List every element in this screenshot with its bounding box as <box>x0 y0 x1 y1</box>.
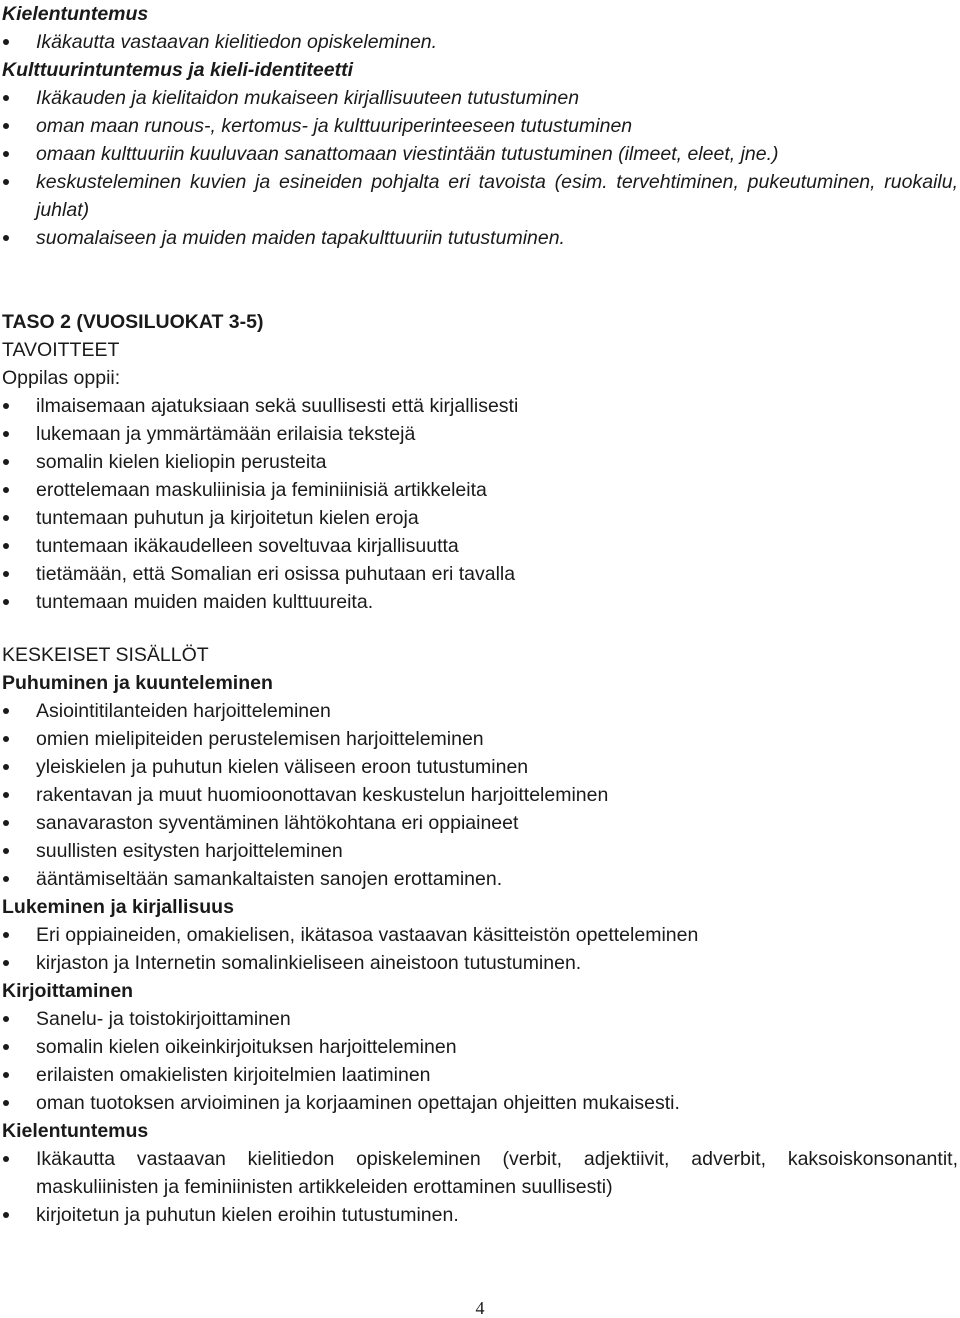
list-item: kirjoitetun ja puhutun kielen eroihin tutustuminen. <box>2 1201 958 1229</box>
list-item: rakentavan ja muut huomioonottavan keskustelun harjoitteleminen <box>2 781 958 809</box>
page-number: 4 <box>475 1298 485 1318</box>
bullet-list <box>2 921 958 977</box>
list-item: sanavaraston syventäminen lähtökohtana eri oppiaineet <box>2 809 958 837</box>
list-item: tuntemaan muiden maiden kulttuureita. <box>2 588 958 616</box>
bullet-list <box>2 392 958 616</box>
section-language-knowledge <box>2 0 958 56</box>
list-item: ääntämiseltään samankaltaisten sanojen erottaminen. <box>2 865 958 893</box>
list-item: Eri oppiaineiden, omakielisen, ikätasoa vastaavan käsitteistön opetteleminen <box>2 921 958 949</box>
list-item: lukemaan ja ymmärtämään erilaisia tekstejä <box>2 420 958 448</box>
section-heading: Kielentuntemus <box>2 3 149 25</box>
document-page <box>2 0 958 1229</box>
subsection-heading: Puhuminen ja kuunteleminen <box>2 672 273 694</box>
list-item: kirjaston ja Internetin somalinkieliseen aineistoon tutustuminen. <box>2 949 958 977</box>
level-title: TASO 2 (VUOSILUOKAT 3-5) <box>2 311 264 333</box>
list-item: suullisten esitysten harjoitteleminen <box>2 837 958 865</box>
contents-heading: KESKEISET SISÄLLÖT <box>2 644 209 666</box>
bullet-list <box>2 84 958 252</box>
list-item: yleiskielen ja puhutun kielen väliseen eroon tutustuminen <box>2 753 958 781</box>
list-item: oman maan runous-, kertomus- ja kulttuuriperinteeseen tutustuminen <box>2 112 958 140</box>
bullet-list <box>2 1005 958 1117</box>
list-item: ilmaisemaan ajatuksiaan sekä suullisesti että kirjallisesti <box>2 392 958 420</box>
list-item: erilaisten omakielisten kirjoitelmien laatiminen <box>2 1061 958 1089</box>
list-item: tuntemaan puhutun ja kirjoitetun kielen eroja <box>2 504 958 532</box>
list-item: somalin kielen oikeinkirjoituksen harjoitteleminen <box>2 1033 958 1061</box>
list-item: tuntemaan ikäkaudelleen soveltuvaa kirjallisuutta <box>2 532 958 560</box>
list-item: Ikäkautta vastaavan kielitiedon opiskeleminen. <box>2 28 958 56</box>
list-item: omaan kulttuuriin kuuluvaan sanattomaan viestintään tutustuminen (ilmeet, eleet, jne.) <box>2 140 958 168</box>
section-culture-identity <box>2 56 958 252</box>
goals-heading: TAVOITTEET <box>2 339 120 361</box>
section-level-2 <box>2 308 958 616</box>
list-item: Sanelu- ja toistokirjoittaminen <box>2 1005 958 1033</box>
subsection-heading: Kirjoittaminen <box>2 980 134 1002</box>
list-item: Ikäkauden ja kielitaidon mukaiseen kirjallisuuteen tutustuminen <box>2 84 958 112</box>
subsection-heading: Kielentuntemus <box>2 1120 149 1142</box>
bullet-list <box>2 697 958 893</box>
goals-intro: Oppilas oppii: <box>2 367 121 389</box>
list-item: Asiointitilanteiden harjoitteleminen <box>2 697 958 725</box>
section-key-contents <box>2 641 958 1229</box>
subsection-heading: Lukeminen ja kirjallisuus <box>2 896 234 918</box>
list-item: erottelemaan maskuliinisia ja feminiinisiä artikkeleita <box>2 476 958 504</box>
list-item: suomalaiseen ja muiden maiden tapakulttuuriin tutustuminen. <box>2 224 958 252</box>
list-item: tietämään, että Somalian eri osissa puhutaan eri tavalla <box>2 560 958 588</box>
list-item: keskusteleminen kuvien ja esineiden pohjalta eri tavoista (esim. tervehtiminen, pukeutuminen, ruokailu, juhlat) <box>2 168 958 224</box>
section-heading: Kulttuurintuntemus ja kieli-identiteetti <box>2 59 354 81</box>
list-item: omien mielipiteiden perustelemisen harjoitteleminen <box>2 725 958 753</box>
bullet-list <box>2 1145 958 1229</box>
bullet-list <box>2 28 958 56</box>
list-item: Ikäkautta vastaavan kielitiedon opiskeleminen (verbit, adjektiivit, adverbit, kaksoiskonsonantit, maskuliinisten ja feminiinisten artikkeleiden erottaminen suullisesti) <box>2 1145 958 1201</box>
list-item: somalin kielen kieliopin perusteita <box>2 448 958 476</box>
list-item: oman tuotoksen arvioiminen ja korjaaminen opettajan ohjeitten mukaisesti. <box>2 1089 958 1117</box>
